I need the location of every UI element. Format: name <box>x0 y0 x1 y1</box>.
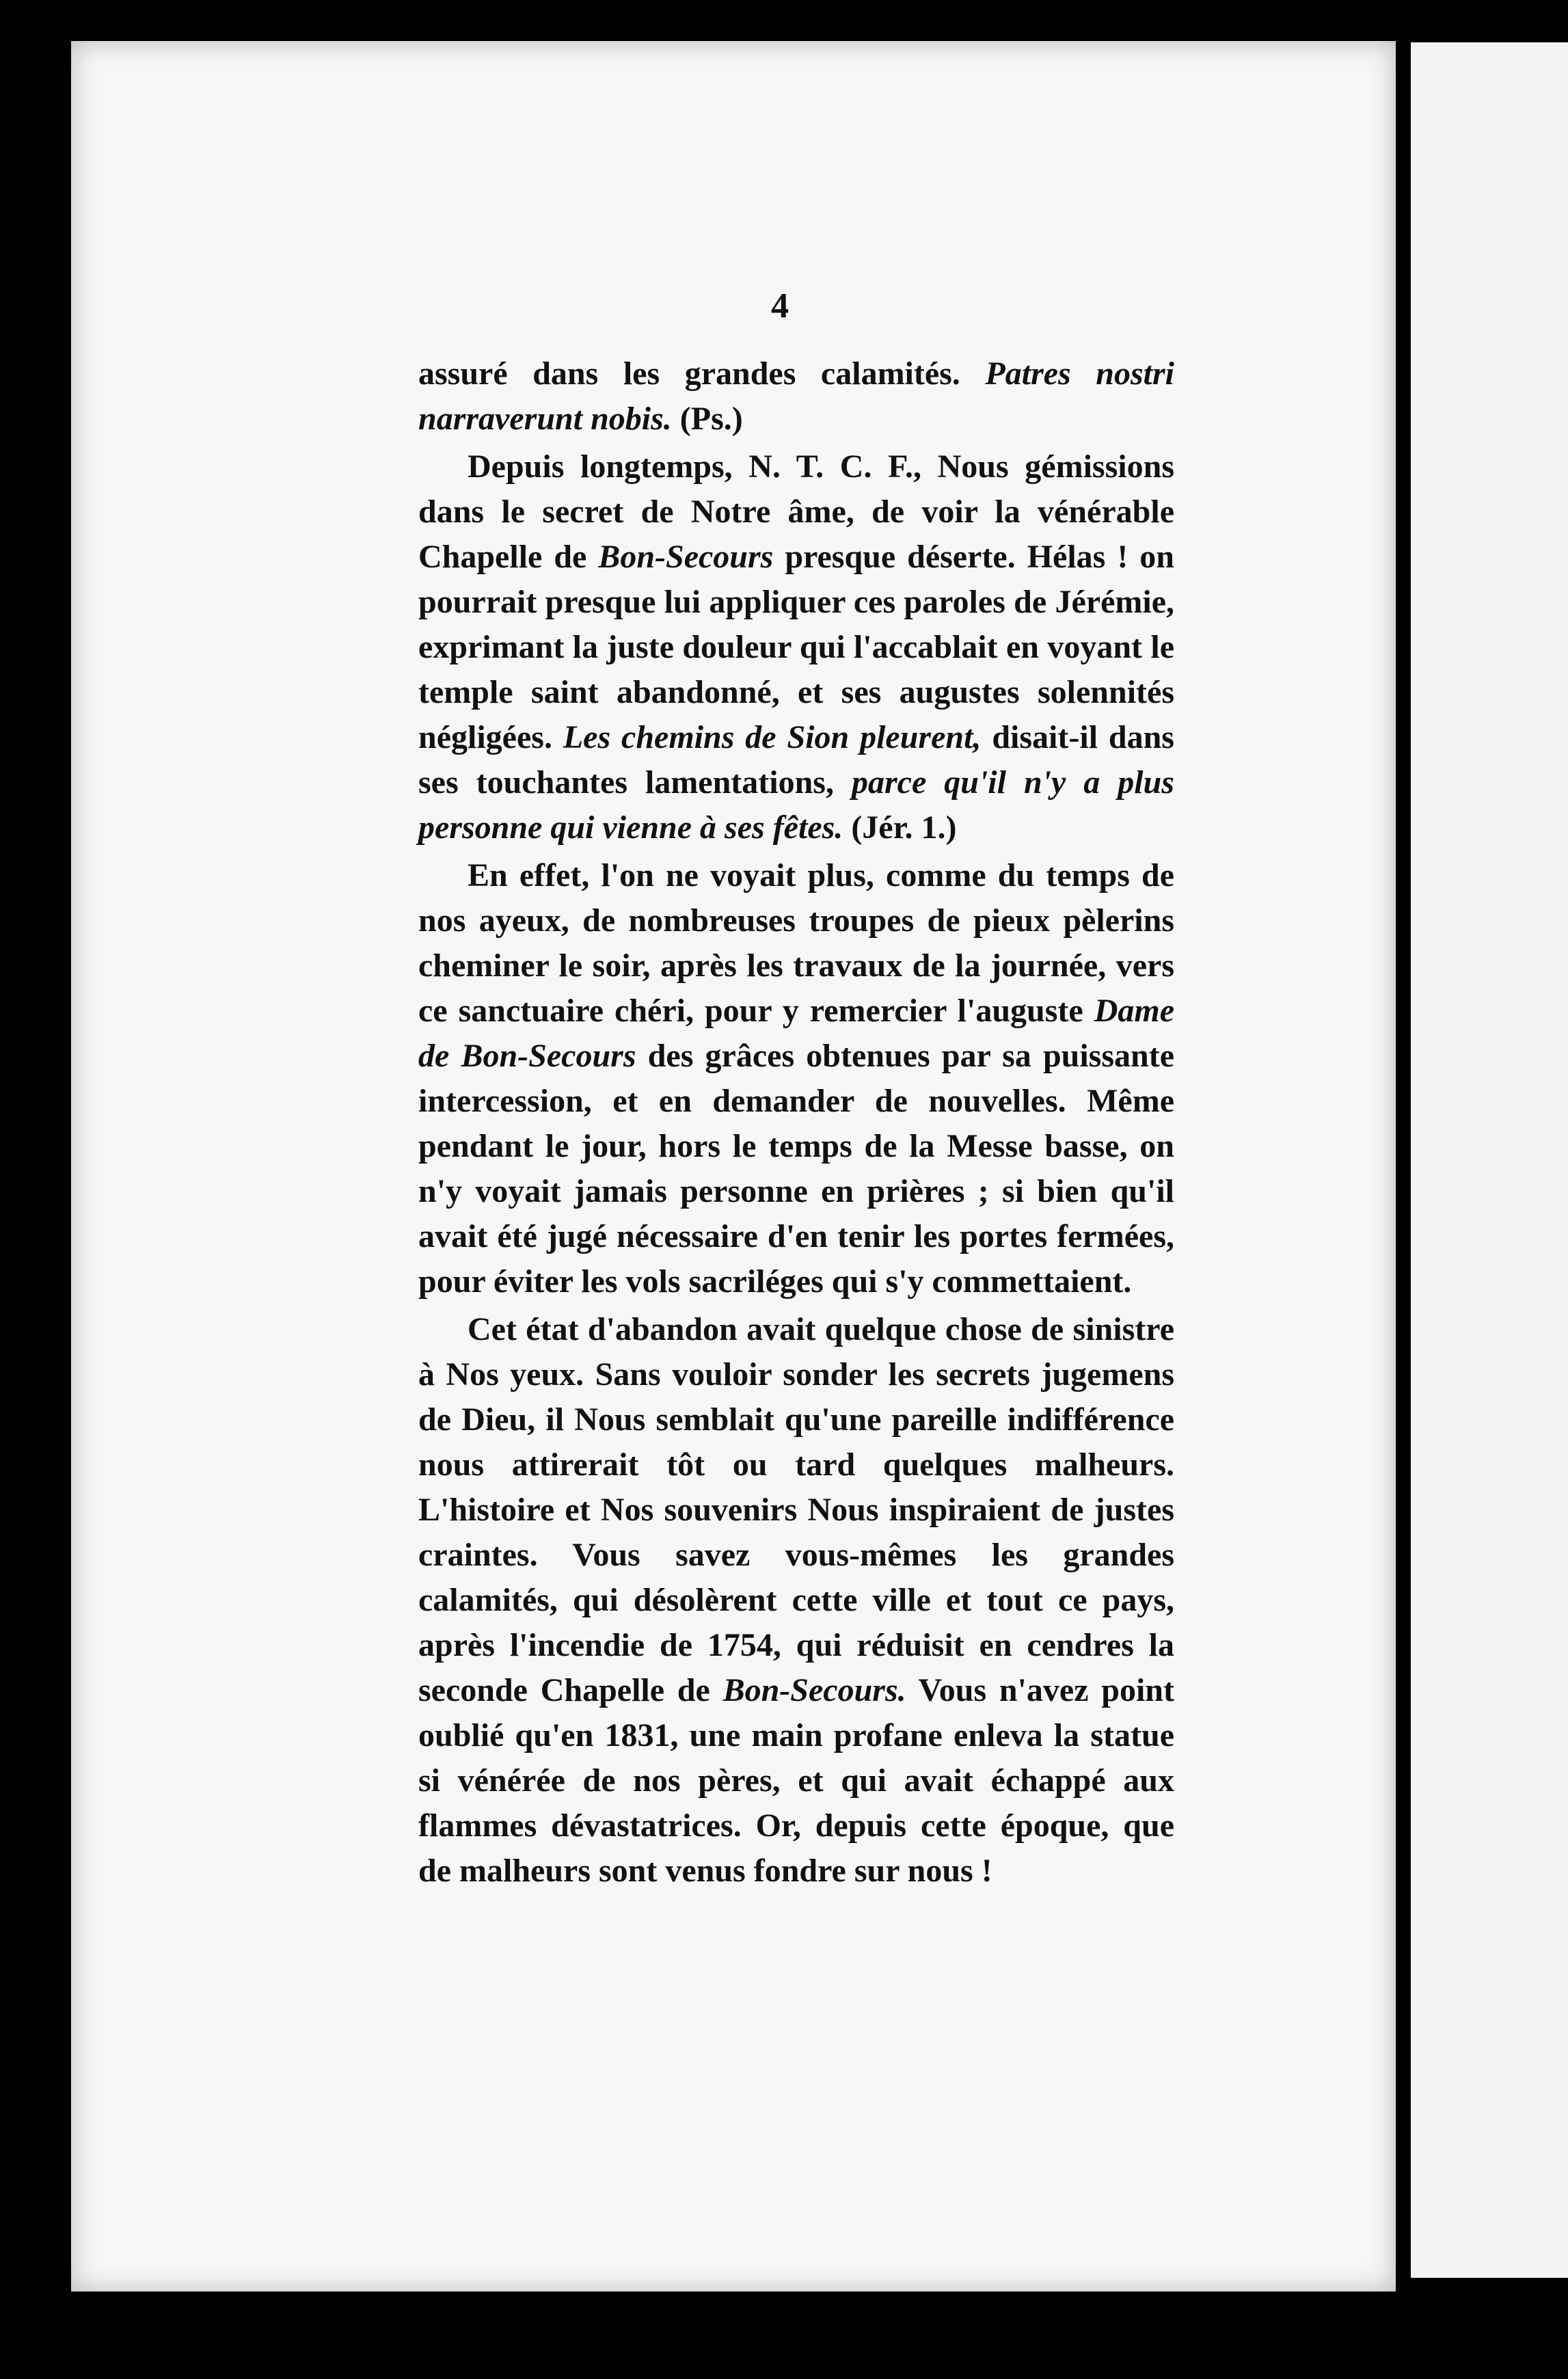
paragraph <box>418 351 1174 442</box>
text-run: disait-il dans ses touchantes lamentations, <box>418 719 1174 801</box>
italic-text: Dame de Bon-Secours <box>418 993 1174 1074</box>
adjacent-page-edge <box>1411 42 1568 2278</box>
page-number: 4 <box>771 286 789 325</box>
text-run: des grâces obtenues par sa puissante intercession, et en demander de nouvelles. Même pendant le jour, hors le temps de la Messe basse, on n'y voyait jamais personne en prières ; si bien qu'il avait été jugé nécessaire d'en tenir les portes fermées, pour éviter les vols sacriléges qui s'y commettaient. <box>418 1038 1175 1300</box>
text-run: Vous n'avez point oublié qu'en 1831, une main profane enleva la statue si vénérée de nos pères, et qui avait échappé aux flammes dévastatrices. Or, depuis cette époque, que de malheurs sont venus fondre sur nous ! <box>418 1672 1174 1889</box>
italic-text: Les chemins de Sion pleurent, <box>563 719 982 755</box>
paragraph <box>418 853 1174 1304</box>
italic-text: Bon-Secours. <box>722 1672 906 1708</box>
text-run: (Jér. 1.) <box>843 809 957 846</box>
italic-text: Patres nostri narraverunt nobis. <box>418 355 1174 437</box>
text-run: presque déserte. Hélas ! on pourrait presque lui appliquer ces paroles de Jérémie, exprimant la juste douleur qui l'accablait en voyant le temple saint abandonné, et ses augustes solennités négligées. <box>418 539 1174 755</box>
text-run: Depuis longtemps, N. T. C. F., Nous gémissions dans le secret de Notre âme, de voir la vénérable Chapelle de <box>418 448 1174 575</box>
italic-text: parce qu'il n'y a plus personne qui vienne à ses fêtes. <box>418 764 1174 846</box>
body-text <box>418 351 1174 1896</box>
text-run: En effet, l'on ne voyait plus, comme du temps de nos ayeux, de nombreuses troupes de pieux pèlerins cheminer le soir, après les travaux de la journée, vers ce sanctuaire chéri, pour y remercier l'auguste <box>418 857 1174 1029</box>
italic-text: Bon-Secours <box>598 539 774 575</box>
paragraph <box>418 1307 1174 1894</box>
text-run: Cet état d'abandon avait quelque chose de sinistre à Nos yeux. Sans vouloir sonder les secrets jugemens de Dieu, il Nous semblait qu'une pareille indifférence nous attirerait tôt ou tard quelques malheurs. L'histoire et Nos souvenirs Nous inspiraient de justes craintes. Vous savez vous-mêmes les grandes calamités, qui désolèrent cette ville et tout ce pays, après l'incendie de 1754, qui réduisit en cendres la seconde Chapelle de <box>418 1311 1174 1708</box>
paragraph <box>418 444 1174 850</box>
text-run: (Ps.) <box>671 401 743 437</box>
text-run: assuré dans les grandes calamités. <box>418 355 986 392</box>
